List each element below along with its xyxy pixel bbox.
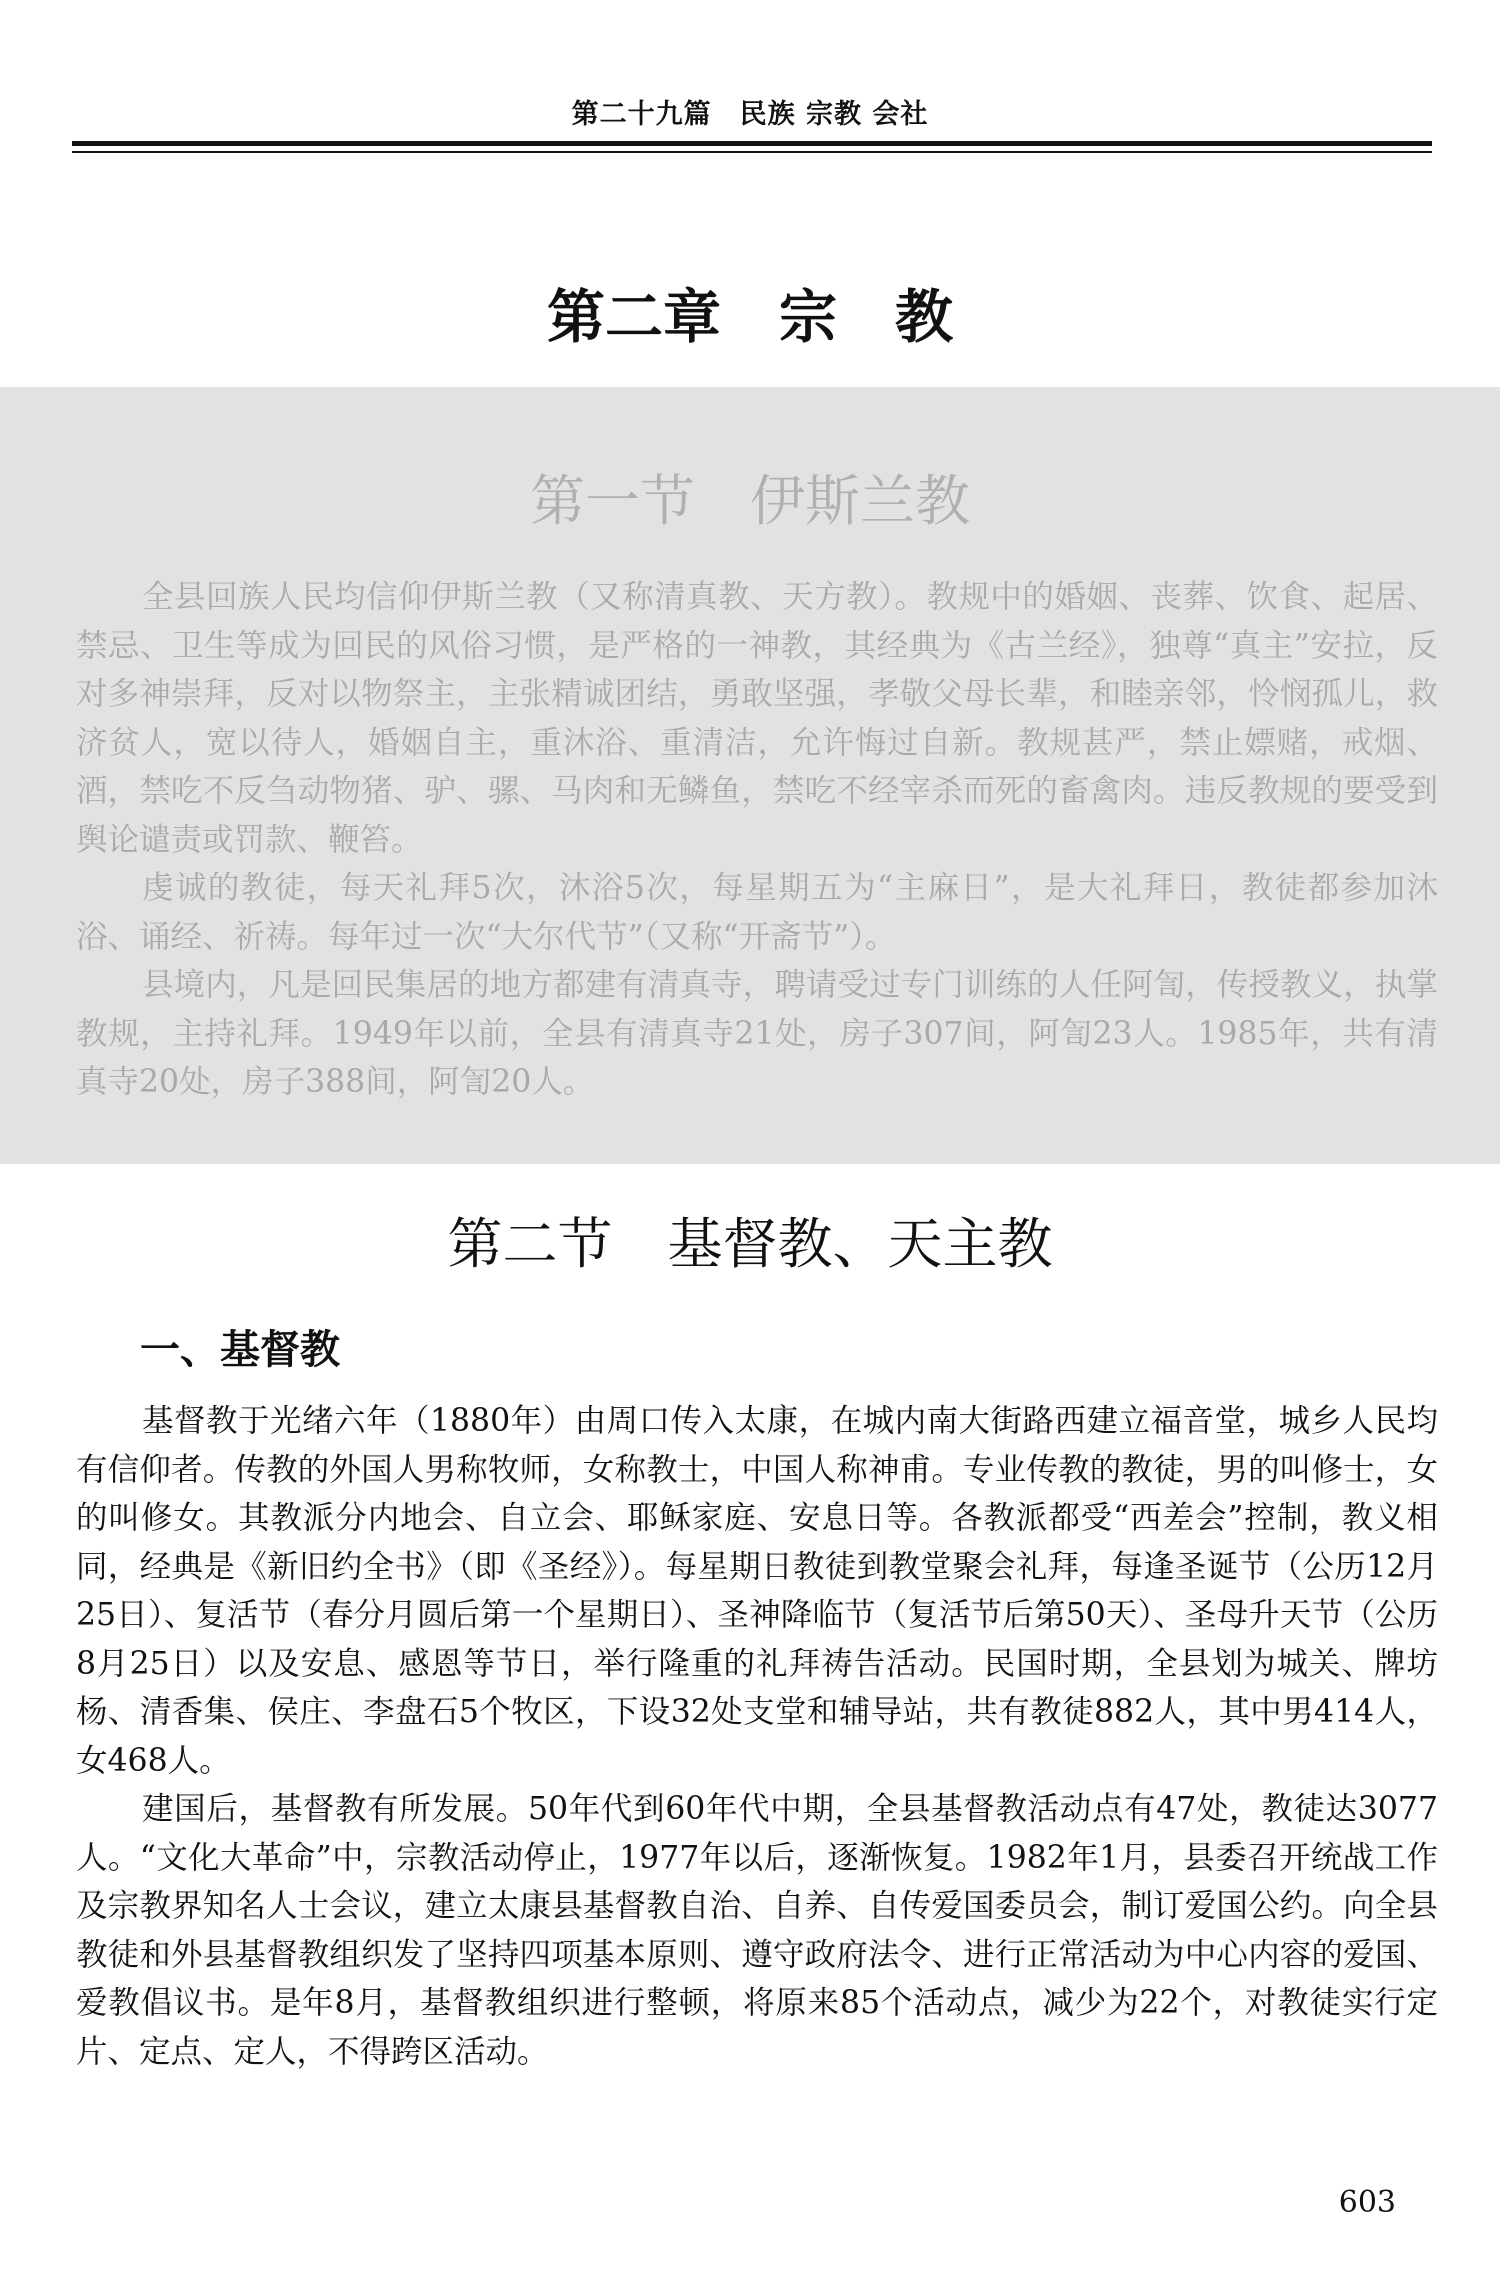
section-body-islam — [76, 573, 1438, 1107]
header-rule-thin — [72, 151, 1432, 153]
subheading-protestantism: 一、基督教 — [140, 1327, 340, 1373]
page-number: 603 — [1338, 2185, 1396, 2220]
section-title-christianity: 第二节 基督教、天主教 — [447, 1212, 1053, 1276]
paragraph: 县境内，凡是回民集居的地方都建有清真寺，聘请受过专门训练的人任阿訇，传授教义，执掌教规，主持礼拜。1949年以前，全县有清真寺21处，房子307间，阿訇23人。1985年，共有清真寺20处，房子388间，阿訇20人。 — [76, 967, 1438, 1100]
paragraph: 基督教于光绪六年（1880年）由周口传入太康，在城内南大街路西建立福音堂，城乡人民均有信仰者。传教的外国人男称牧师，女称教士，中国人称神甫。专业传教的教徒，男的叫修士，女的叫修女。其教派分内地会、自立会、耶稣家庭、安息日等。各教派都受“西差会”控制，教义相同，经典是《新旧约全书》（即《圣经》）。每星期日教徒到教堂聚会礼拜，每逢圣诞节（公历12月25日）、复活节（春分月圆后第一个星期日）、圣神降临节（复活节后第50天）、圣母升天节（公历8月25日）以及安息、感恩等节日，举行隆重的礼拜祷告活动。民国时期，全县划为城关、牌坊杨、清香集、侯庄、李盘石5个牧区，下设32处支堂和辅导站，共有教徒882人，其中男414人，女468人。 — [76, 1403, 1438, 1779]
paragraph: 全县回族人民均信仰伊斯兰教（又称清真教、天方教）。教规中的婚姻、丧葬、饮食、起居、禁忌、卫生等成为回民的风俗习惯，是严格的一神教，其经典为《古兰经》，独尊“真主”安拉，反对多神崇拜，反对以物祭主，主张精诚团结，勇敢坚强，孝敬父母长辈，和睦亲邻，怜悯孤儿，救济贫人，宽以待人，婚姻自主，重沐浴、重清洁，允许悔过自新。教规甚严，禁止嫖赌，戒烟、酒，禁吃不反刍动物猪、驴、骡、马肉和无鳞鱼，禁吃不经宰杀而死的畜禽肉。违反教规的要受到舆论谴责或罚款、鞭笞。 — [76, 579, 1438, 858]
header-rule-thick — [72, 141, 1432, 146]
running-header: 第二十九篇 民族 宗教 会社 — [571, 99, 929, 130]
chapter-title: 第二章 宗 教 — [546, 283, 953, 351]
paragraph: 建国后，基督教有所发展。50年代到60年代中期，全县基督教活动点有47处，教徒达3077人。“文化大革命”中，宗教活动停止，1977年以后，逐渐恢复。1982年1月，县委召开统战工作及宗教界知名人士会议，建立太康县基督教自治、自养、自传爱国委员会，制订爱国公约。向全县教徒和外县基督教组织发了坚持四项基本原则、遵守政府法令、进行正常活动为中心内容的爱国、爱教倡议书。是年8月，基督教组织进行整顿，将原来85个活动点，减少为22个，对教徒实行定片、定点、定人，不得跨区活动。 — [76, 1791, 1438, 2070]
paragraph: 虔诚的教徒，每天礼拜5次，沐浴5次，每星期五为“主麻日”，是大礼拜日，教徒都参加沐浴、诵经、祈祷。每年过一次“大尔代节”（又称“开斋节”）。 — [76, 870, 1438, 955]
section-body-christianity — [76, 1397, 1438, 2076]
section-islam — [0, 387, 1500, 1164]
section-title-islam: 第一节 伊斯兰教 — [529, 469, 970, 533]
